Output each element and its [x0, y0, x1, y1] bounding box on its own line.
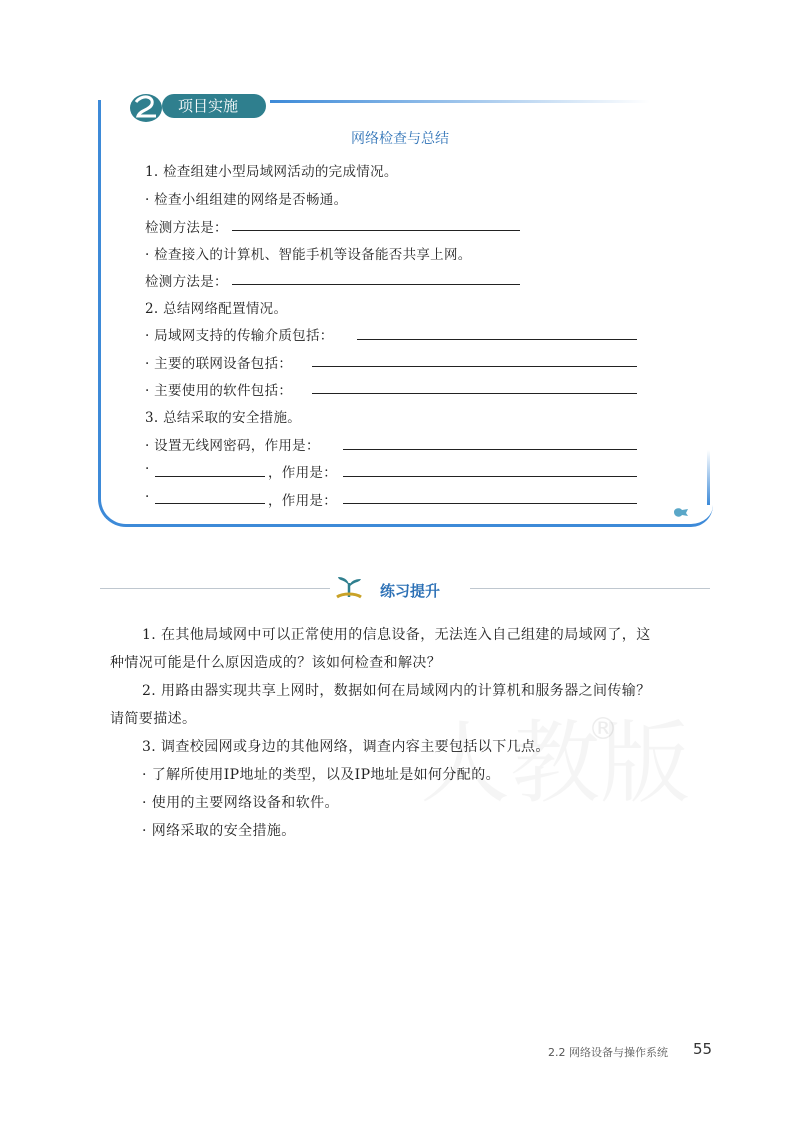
bullet-measure-5: ·	[145, 489, 150, 505]
q2-line-1: 2. 用路由器实现共享上网时，数据如何在局域网内的计算机和服务器之间传输？	[142, 683, 651, 699]
sprout-icon	[335, 575, 363, 601]
practice-title: 练习提升	[380, 582, 441, 600]
bullet-check-network: · 检查小组组建的网络是否畅通。	[145, 192, 348, 208]
footer-section: 2.2 网络设备与操作系统	[548, 1046, 668, 1059]
media-blank[interactable]	[357, 339, 637, 340]
measure-4-label: ，作用是：	[268, 465, 337, 481]
q2-line-2: 请简要描述。	[110, 711, 197, 727]
bullet-measure-4: ·	[145, 461, 150, 477]
method-blank-2[interactable]	[232, 284, 520, 285]
item-1: 1. 检查组建小型局域网活动的完成情况。	[145, 164, 398, 180]
software-blank[interactable]	[312, 393, 637, 394]
separator-left	[100, 588, 330, 589]
measure-4-blank[interactable]	[155, 476, 265, 477]
item-2: 2. 总结网络配置情况。	[145, 301, 288, 317]
project-tab	[162, 94, 266, 118]
measure-5-purpose-blank[interactable]	[343, 503, 637, 504]
bullet-check-devices: · 检查接入的计算机、智能手机等设备能否共享上网。	[145, 247, 472, 263]
pencil-note-icon	[672, 505, 690, 519]
wifi-purpose-blank[interactable]	[343, 449, 637, 450]
bullet-devices: · 主要的联网设备包括：	[145, 356, 293, 372]
measure-4-purpose-blank[interactable]	[343, 476, 637, 477]
bullet-wifi-password: · 设置无线网密码，作用是：	[145, 438, 320, 454]
method-blank-1[interactable]	[232, 230, 520, 231]
registered-mark: ®	[588, 712, 618, 747]
q1-line-2: 种情况可能是什么原因造成的？该如何检查和解决？	[110, 655, 442, 671]
method-label-1: 检测方法是：	[145, 220, 228, 236]
q1-line-1: 1. 在其他局域网中可以正常使用的信息设备，无法连入自己组建的局域网了，这	[142, 627, 651, 643]
frame-top-rule	[270, 100, 650, 103]
bullet-software: · 主要使用的软件包括：	[145, 383, 293, 399]
method-label-2: 检测方法是：	[145, 274, 228, 290]
q3-bullet-3: · 网络采取的安全措施。	[142, 823, 296, 839]
q3-bullet-2: · 使用的主要网络设备和软件。	[142, 795, 339, 811]
measure-5-blank[interactable]	[155, 503, 265, 504]
devices-blank[interactable]	[312, 366, 637, 367]
separator-right	[470, 588, 710, 589]
section-title: 网络检查与总结	[351, 131, 449, 147]
item-3: 3. 总结采取的安全措施。	[145, 410, 302, 426]
q3-line-1: 3. 调查校园网或身边的其他网络，调查内容主要包括以下几点。	[142, 739, 550, 755]
project-tab-label: 项目实施	[178, 97, 239, 115]
page-number: 55	[693, 1040, 713, 1058]
frame-right-rule	[707, 450, 710, 505]
q3-bullet-1: · 了解所使用IP地址的类型，以及IP地址是如何分配的。	[142, 767, 500, 783]
bullet-media: · 局域网支持的传输介质包括：	[145, 328, 334, 344]
measure-5-label: ，作用是：	[268, 493, 337, 509]
